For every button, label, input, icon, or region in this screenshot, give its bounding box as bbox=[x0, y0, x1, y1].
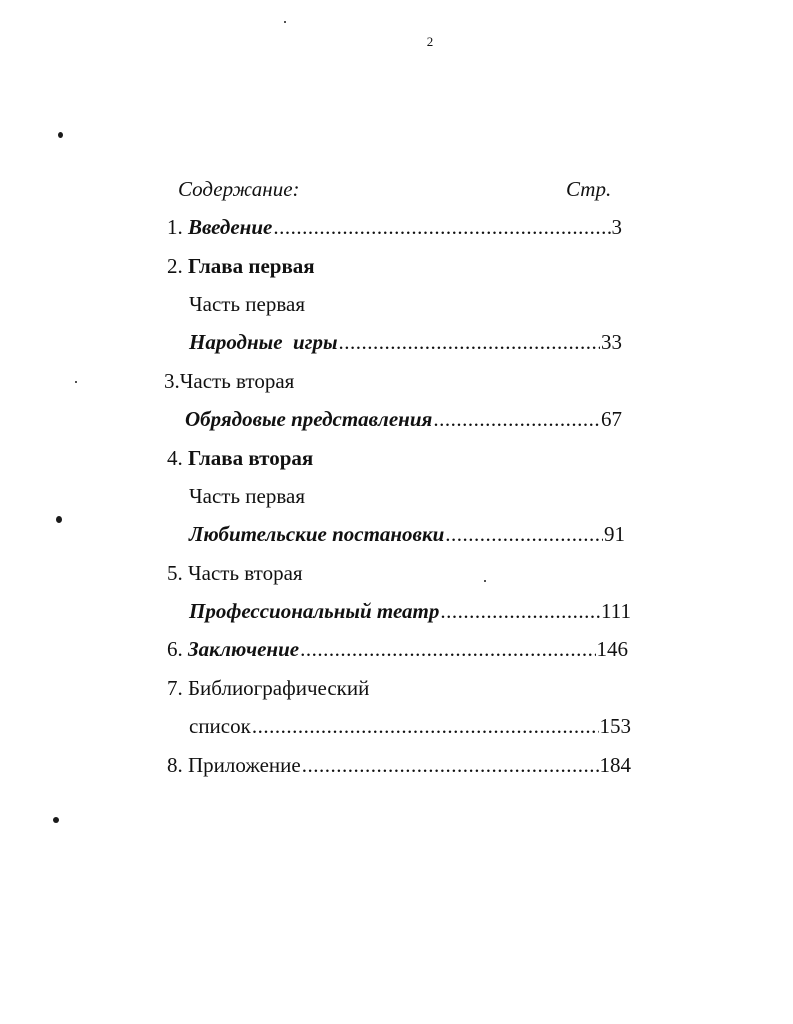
toc-entry-title: Заключение bbox=[188, 637, 300, 661]
toc-entry-page: 91 bbox=[604, 522, 625, 546]
toc-page-column-label: Стр. bbox=[566, 177, 612, 201]
toc-entry-title: Любительские постановки bbox=[189, 522, 445, 546]
toc-entry bbox=[167, 212, 622, 242]
dot-leader bbox=[273, 212, 610, 242]
dot-leader bbox=[302, 750, 599, 780]
dot-leader bbox=[252, 711, 599, 741]
toc-entry-page: 33 bbox=[601, 330, 622, 354]
toc-entry bbox=[167, 750, 631, 780]
toc-entry-page: 3 bbox=[611, 215, 622, 239]
toc-entry-number: 5. bbox=[167, 561, 183, 585]
toc-entry-title: список bbox=[189, 714, 251, 738]
toc-entry bbox=[189, 596, 631, 626]
toc-entry bbox=[164, 366, 294, 396]
toc-entry-title: Обрядовые представления bbox=[185, 407, 433, 431]
toc-entry-number: 6. bbox=[167, 637, 183, 661]
toc-entry bbox=[189, 711, 631, 741]
dot-leader bbox=[440, 596, 600, 626]
toc-entry-title: Часть первая bbox=[189, 484, 305, 508]
toc-entry-title: Народные игры bbox=[189, 330, 338, 354]
page-number: 2 bbox=[426, 34, 434, 49]
toc-entry-title: Глава первая bbox=[188, 254, 315, 278]
toc-entry-page: 146 bbox=[596, 637, 628, 661]
toc-entry-title: Часть вторая bbox=[188, 561, 303, 585]
toc-entry-page: 184 bbox=[599, 753, 631, 777]
toc-entry-title: Профессиональный театр bbox=[189, 599, 440, 623]
toc-entry bbox=[189, 327, 622, 357]
toc-entry bbox=[167, 251, 315, 281]
dot-leader bbox=[433, 404, 600, 434]
toc-heading: Содержание: bbox=[178, 177, 300, 201]
toc-entry-title: Часть первая bbox=[189, 292, 305, 316]
toc-entry bbox=[189, 481, 305, 511]
dot-leader bbox=[300, 634, 595, 664]
toc-entry bbox=[167, 558, 303, 588]
toc-entry-page: 153 bbox=[599, 714, 631, 738]
toc-entry-title: Часть вторая bbox=[179, 369, 295, 393]
toc-entry bbox=[167, 673, 369, 703]
toc-entry-number: 1. bbox=[167, 215, 183, 239]
dot-leader bbox=[339, 327, 600, 357]
dot-leader bbox=[445, 519, 603, 549]
toc-entry bbox=[189, 289, 305, 319]
toc-entry bbox=[167, 443, 313, 473]
toc-entry bbox=[167, 634, 628, 664]
toc-entry-number: 2. bbox=[167, 254, 183, 278]
toc-entry-title: Глава вторая bbox=[188, 446, 314, 470]
toc-entry-title: Библиографический bbox=[188, 676, 370, 700]
toc-entry-page: 111 bbox=[601, 599, 631, 623]
toc-entry bbox=[189, 519, 625, 549]
toc-entry-title: Введение bbox=[188, 215, 273, 239]
toc-entry-number: 4. bbox=[167, 446, 183, 470]
toc-entry-title: Приложение bbox=[188, 753, 301, 777]
toc-entry-number: 7. bbox=[167, 676, 183, 700]
toc-entry-page: 67 bbox=[601, 407, 622, 431]
toc-entry-number: 8. bbox=[167, 753, 183, 777]
toc-entry bbox=[185, 404, 622, 434]
toc-entry-number: 3. bbox=[164, 369, 180, 393]
